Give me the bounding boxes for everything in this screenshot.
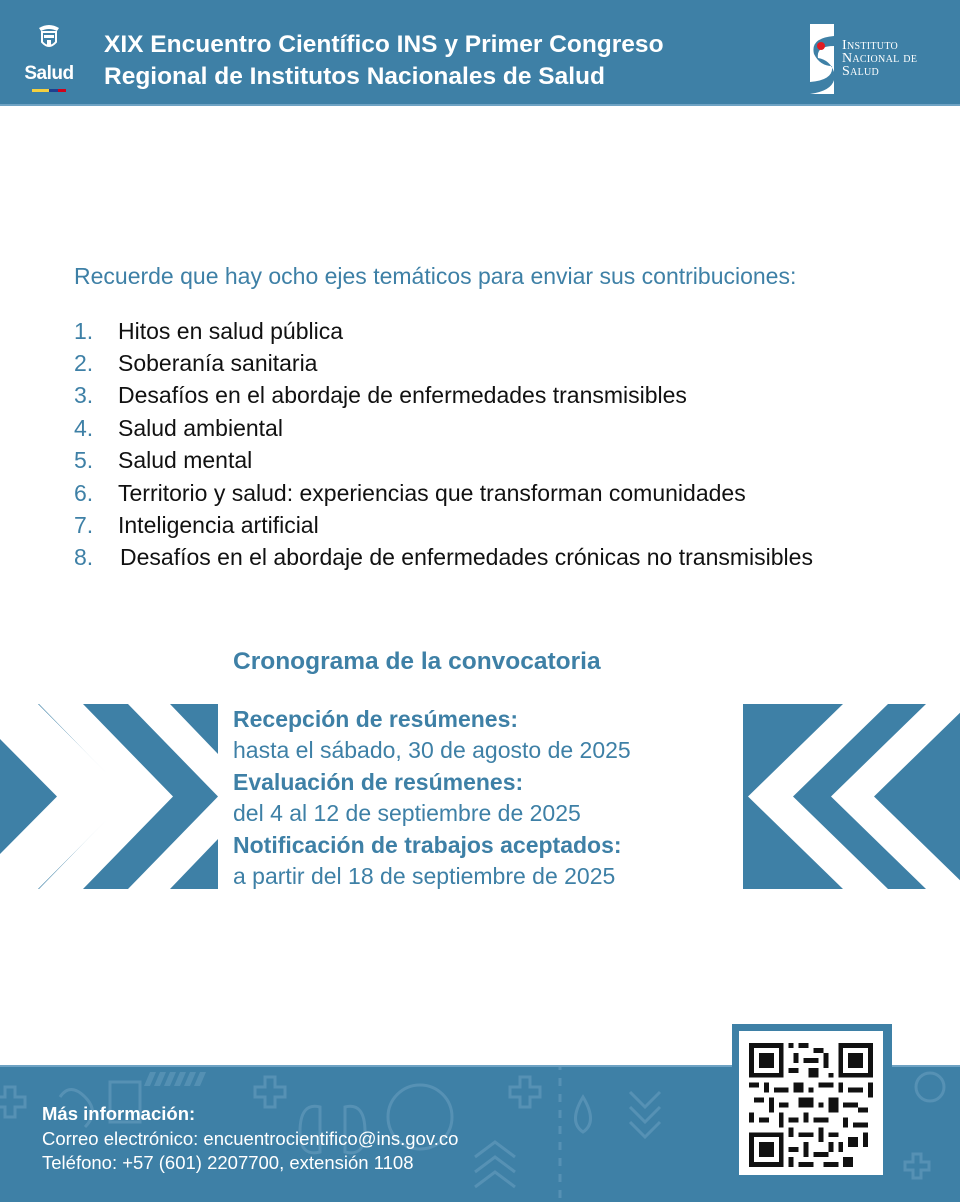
chevron-left-decoration-icon xyxy=(743,704,960,889)
salud-wordmark: Salud xyxy=(24,63,74,84)
event-title-line1: XIX Encuentro Científico INS y Primer Congreso xyxy=(104,31,664,58)
contact-info xyxy=(42,1102,458,1176)
schedule-value: hasta el sábado, 30 de agosto de 2025 xyxy=(233,737,631,764)
contact-phone: Teléfono: +57 (601) 2207700, extensión 1108 xyxy=(42,1152,414,1173)
header-banner xyxy=(0,0,960,106)
schedule-list xyxy=(233,704,631,892)
contact-email[interactable]: Correo electrónico: encuentrocientifico@ins.gov.co xyxy=(42,1127,459,1149)
schedule-label: Notificación de trabajos aceptados: xyxy=(233,831,622,858)
list-item: 8. Desafíos en el abordaje de enfermedades crónicas no transmisibles xyxy=(74,544,813,571)
list-item: 1. Hitos en salud pública xyxy=(74,317,344,344)
thematic-axes-list xyxy=(74,315,813,574)
list-item: 2. Soberanía sanitaria xyxy=(74,350,318,377)
event-title xyxy=(104,29,664,93)
contact-title: Más información: xyxy=(42,1103,196,1124)
schedule-title: Cronograma de la convocatoria xyxy=(233,648,601,675)
coat-of-arms-icon xyxy=(35,22,63,52)
schedule-value: del 4 al 12 de septiembre de 2025 xyxy=(233,800,581,827)
list-item: 7. Inteligencia artificial xyxy=(74,512,319,539)
schedule-label: Recepción de resúmenes: xyxy=(233,706,519,732)
ins-logo-icon xyxy=(810,24,834,94)
list-item: 6. Territorio y salud: experiencias que transforman comunidades xyxy=(74,479,746,506)
flag-stripe xyxy=(32,89,66,92)
ins-wordmark: Instituto Nacional de Salud xyxy=(842,38,918,79)
event-title-line2: Regional de Institutos Nacionales de Salud xyxy=(104,63,605,90)
qr-code[interactable] xyxy=(739,1031,883,1175)
ins-logo xyxy=(810,24,940,94)
qr-code-icon xyxy=(749,1043,873,1167)
schedule-value: a partir del 18 de septiembre de 2025 xyxy=(233,863,616,890)
list-item: 3. Desafíos en el abordaje de enfermedades transmisibles xyxy=(74,382,687,409)
qr-code-frame xyxy=(732,1024,892,1182)
list-item: 4. Salud ambiental xyxy=(74,414,283,441)
salud-logo xyxy=(18,22,80,98)
intro-text: Recuerde que hay ocho ejes temáticos para enviar sus contribuciones: xyxy=(74,263,797,289)
list-item: 5. Salud mental xyxy=(74,447,253,474)
chevron-right-decoration-icon xyxy=(0,704,218,889)
schedule-label: Evaluación de resúmenes: xyxy=(233,768,524,795)
